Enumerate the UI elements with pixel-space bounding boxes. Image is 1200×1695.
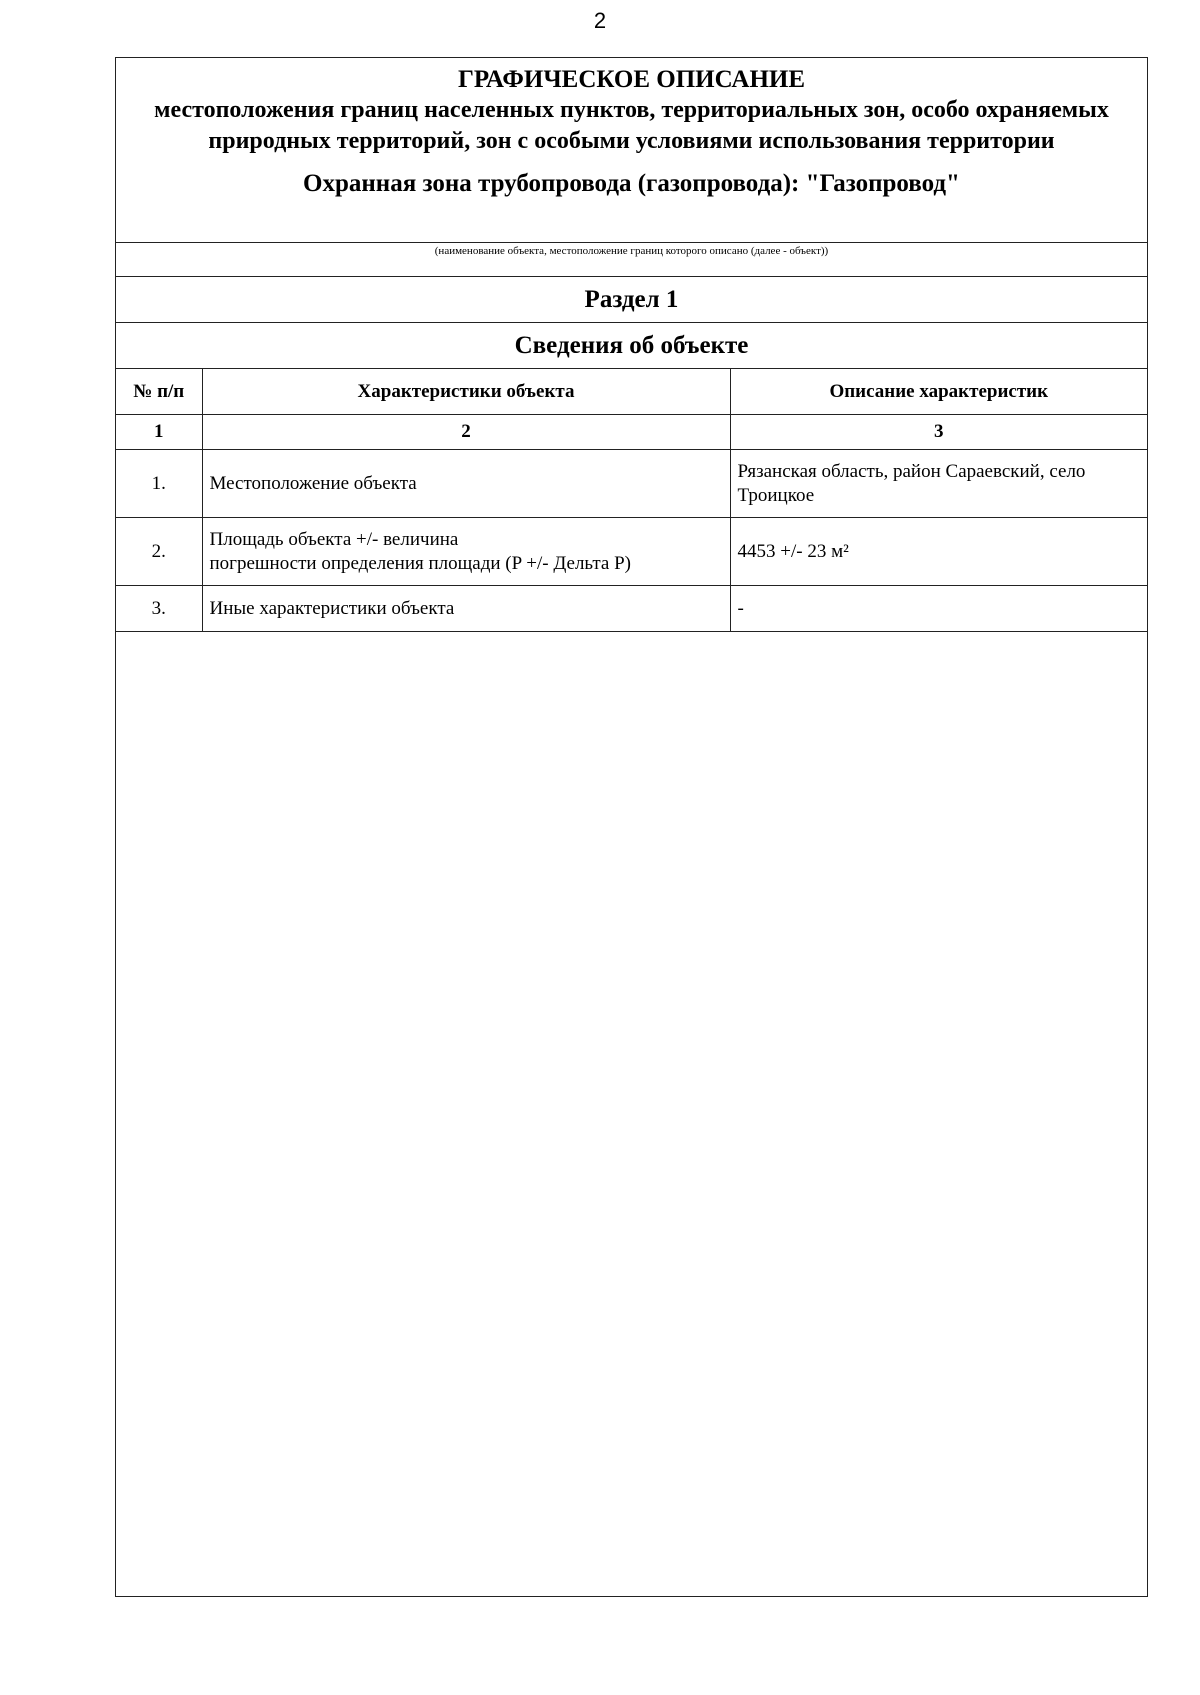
table-header-row — [116, 369, 1147, 415]
row-characteristic: Иные характеристики объекта — [202, 586, 730, 632]
object-name-caption: (наименование объекта, местоположение границ которого описано (далее - объект)) — [116, 242, 1147, 276]
row-number: 1. — [116, 450, 202, 518]
document-header — [116, 58, 1147, 242]
column-number-row — [116, 415, 1147, 450]
table-row — [116, 586, 1147, 632]
table-row — [116, 450, 1147, 518]
column-header-description: Описание характеристик — [730, 369, 1147, 415]
row-characteristic-line: погрешности определения площади (P +/- Дельта P) — [209, 552, 631, 574]
table-row — [116, 518, 1147, 586]
document-subtitle: местоположения границ населенных пунктов, территориальных зон, особо охраняемых природных территорий, зон с особыми условиями использования территории — [154, 97, 1109, 154]
section-title: Раздел 1 — [116, 276, 1147, 322]
column-header-number: № п/п — [116, 369, 202, 415]
column-header-characteristic: Характеристики объекта — [202, 369, 730, 415]
row-characteristic: Местоположение объекта — [202, 450, 730, 518]
row-characteristic — [202, 518, 730, 586]
row-description: Рязанская область, район Сараевский, село Троицкое — [730, 450, 1147, 518]
page-number: 2 — [593, 8, 607, 33]
document-frame — [115, 57, 1148, 1597]
object-info-table — [116, 368, 1147, 632]
row-description: - — [730, 586, 1147, 632]
row-number: 3. — [116, 586, 202, 632]
column-number-2: 2 — [202, 415, 730, 450]
row-characteristic-line: Площадь объекта +/- величина — [209, 528, 459, 550]
document-title: ГРАФИЧЕСКОЕ ОПИСАНИЕ — [457, 66, 806, 93]
column-number-3: 3 — [730, 415, 1147, 450]
column-number-1: 1 — [116, 415, 202, 450]
row-description: 4453 +/- 23 м² — [730, 518, 1147, 586]
row-number: 2. — [116, 518, 202, 586]
section-subtitle: Сведения об объекте — [116, 322, 1147, 368]
object-name: Охранная зона трубопровода (газопровода): "Газопровод" — [303, 170, 960, 197]
